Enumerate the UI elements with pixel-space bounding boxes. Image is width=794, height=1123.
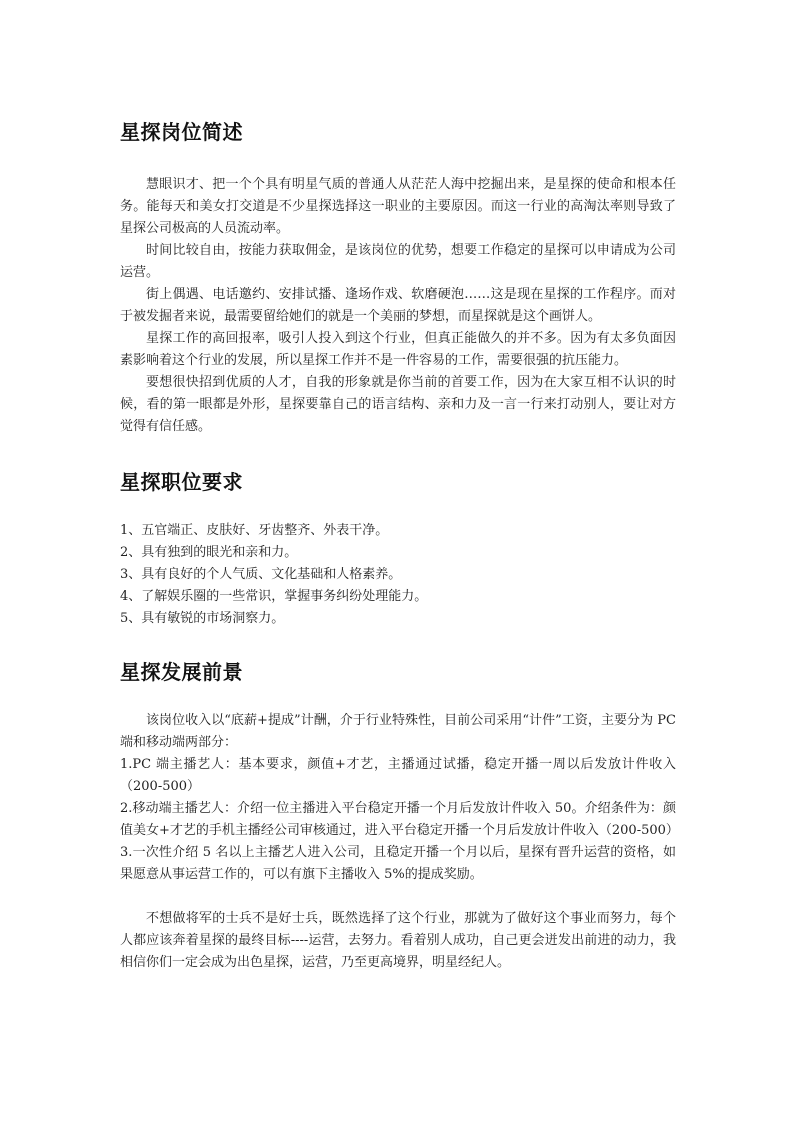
paragraph-closing: 不想做将军的士兵不是好士兵，既然选择了这个行业，那就为了做好这个事业而努力，每个人都应该奔着星探的最终目标----运营，去努力。看着别人成功，自己更会迸发出前进的动力，我相信你们一定会成为出色星探，运营，乃至更高境界，明星经纪人。 (120, 911, 676, 970)
paragraph: 慧眼识才、把一个个具有明星气质的普通人从茫茫人海中挖掘出来，是星探的使命和根本任务。能每天和美女打交道是不少星探选择这一职业的主要原因。而这一行业的高淘汰率则导致了星探公司极高的人员流动率。 (120, 177, 676, 236)
list-item: 5、具有敏锐的市场洞察力。 (120, 611, 285, 626)
paragraph: 街上偶遇、电话邀约、安排试播、逢场作戏、软磨硬泡……这是现在星探的工作程序。而对于被发掘者来说，最需要留给她们的就是一个美丽的梦想，而星探就是这个画饼人。 (120, 287, 676, 324)
list-item: 3、具有良好的个人气质、文化基础和人格素养。 (120, 567, 402, 582)
paragraph: 要想很快招到优质的人才，自我的形象就是你当前的首要工作，因为在大家互相不认识的时候，看的第一眼都是外形，星探要靠自己的语言结构、亲和力及一言一行来打动别人，要让对方觉得有信任感。 (120, 375, 676, 434)
income-point: 2.移动端主播艺人：介绍一位主播进入平台稳定开播一个月后发放计件收入 50。介绍条件为：颜值美女+才艺的手机主播经公司审核通过，进入平台稳定开播一个月后发放计件收入（200-500） (120, 801, 679, 838)
paragraph-intro: 该岗位收入以“底薪+提成”计酬，介于行业特殊性，目前公司采用“计件”工资，主要分为 PC 端和移动端两部分： (120, 713, 676, 750)
section-title-requirements: 星探职位要求 (120, 470, 243, 494)
document-page (120, 118, 679, 974)
section-title-prospects: 星探发展前景 (120, 660, 243, 684)
section-title-job-description: 星探岗位简述 (120, 120, 243, 144)
requirements-list (120, 520, 676, 630)
income-point: 1.PC 端主播艺人：基本要求，颜值+才艺，主播通过试播，稳定开播一周以后发放计件收入（200-500） (120, 757, 676, 794)
list-item: 2、具有独到的眼光和亲和力。 (120, 545, 298, 560)
paragraph: 时间比较自由，按能力获取佣金，是该岗位的优势，想要工作稳定的星探可以申请成为公司运营。 (120, 243, 676, 280)
paragraph: 星探工作的高回报率，吸引人投入到这个行业，但真正能做久的并不多。因为有太多负面因素影响着这个行业的发展，所以星探工作并不是一件容易的工作，需要很强的抗压能力。 (120, 331, 676, 368)
section-body-prospects (120, 710, 679, 974)
list-item: 1、五官端正、皮肤好、牙齿整齐、外表干净。 (120, 523, 389, 538)
section-body-job-description (120, 174, 676, 438)
income-point: 3.一次性介绍 5 名以上主播艺人进入公司，且稳定开播一个月以后，星探有晋升运营的资格，如果愿意从事运营工作的，可以有旗下主播收入 5%的提成奖励。 (120, 845, 676, 882)
list-item: 4、了解娱乐圈的一些常识，掌握事务纠纷处理能力。 (120, 589, 428, 604)
